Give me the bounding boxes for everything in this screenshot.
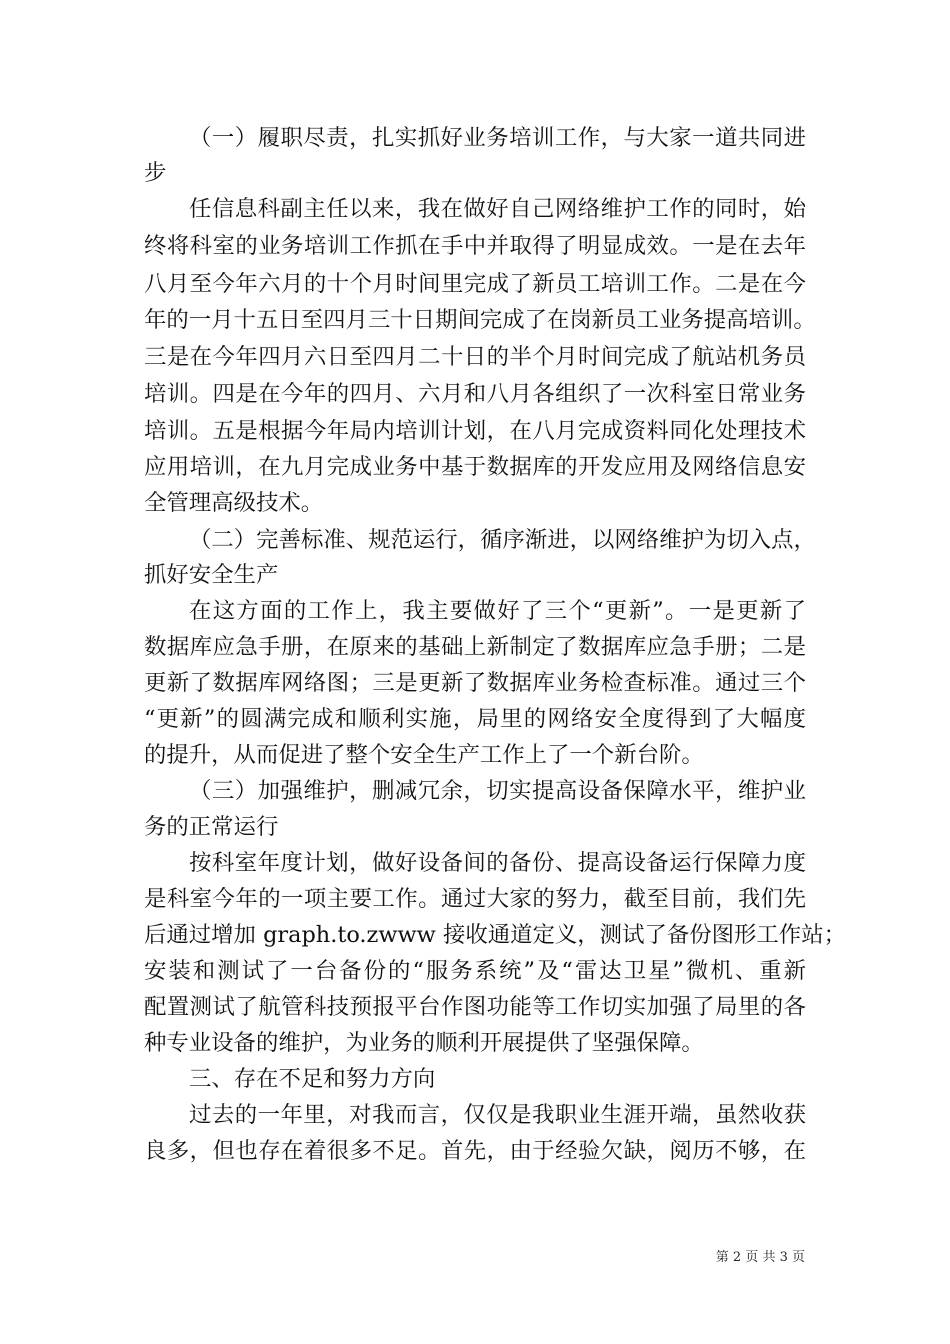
section-heading-line: 步	[144, 160, 167, 186]
paragraph-line: 在这方面的工作上，我主要做好了三个“更新”。一是更新了	[189, 598, 806, 624]
paragraph-line: 数据库应急手册，在原来的基础上新制定了数据库应急手册；二是	[144, 634, 806, 660]
paragraph-line: 三是在今年四月六日至四月二十日的半个月时间完成了航站机务员	[144, 344, 806, 370]
paragraph-line: 终将科室的业务培训工作抓在手中并取得了明显成效。一是在去年	[144, 233, 806, 259]
paragraph-line: 更新了数据库网络图；三是更新了数据库业务检查标准。通过三个	[144, 670, 806, 696]
paragraph-line: 全管理高级技术。	[144, 490, 324, 516]
paragraph-line: 按科室年度计划，做好设备间的备份、提高设备运行保障力度	[189, 850, 806, 876]
paragraph-line: 良多，但也存在着很多不足。首先，由于经验欠缺，阅历不够，在	[144, 1138, 806, 1164]
paragraph-line: 培训。四是在今年的四月、六月和八月各组织了一次科室日常业务	[144, 381, 806, 407]
section-heading-line: 三、存在不足和努力方向	[189, 1066, 436, 1092]
paragraph-line: 过去的一年里，对我而言，仅仅是我职业生涯开端，虽然收获	[189, 1102, 806, 1128]
paragraph-line: 八月至今年六月的十个月时间里完成了新员工培训工作。二是在今	[144, 271, 806, 297]
page-number: 第 2 页 共 3 页	[715, 1250, 805, 1265]
section-heading-line: 抓好安全生产	[144, 562, 279, 588]
paragraph-line: 后通过增加 graph.to.zwww 接收通道定义，测试了备份图形工作站；	[144, 922, 846, 948]
section-heading-line: （三）加强维护，删减冗余，切实提高设备保障水平，维护业	[189, 778, 806, 804]
paragraph-line: 培训。五是根据今年局内培训计划，在八月完成资料同化处理技术	[144, 418, 806, 444]
section-heading-line: 务的正常运行	[144, 814, 279, 840]
paragraph-line: 应用培训，在九月完成业务中基于数据库的开发应用及网络信息安	[144, 454, 806, 480]
paragraph-line: 种专业设备的维护，为业务的顺利开展提供了坚强保障。	[144, 1030, 704, 1056]
paragraph-line: 的提升，从而促进了整个安全生产工作上了一个新台阶。	[144, 742, 704, 768]
paragraph-line: 配置测试了航管科技预报平台作图功能等工作切实加强了局里的各	[144, 994, 806, 1020]
paragraph-line: 任信息科副主任以来，我在做好自己网络维护工作的同时，始	[189, 196, 806, 222]
paragraph-line: 是科室今年的一项主要工作。通过大家的努力，截至目前，我们先	[144, 886, 806, 912]
paragraph-line: “更新”的圆满完成和顺利实施，局里的网络安全度得到了大幅度	[144, 706, 806, 732]
section-heading-line: （一）履职尽责，扎实抓好业务培训工作，与大家一道共同进	[189, 125, 806, 151]
paragraph-line: 年的一月十五日至四月三十日期间完成了在岗新员工业务提高培训。	[144, 307, 816, 333]
section-heading-line: （二）完善标准、规范运行，循序渐进，以网络维护为切入点，	[189, 527, 816, 553]
paragraph-line: 安装和测试了一台备份的“服务系统”及“雷达卫星”微机、重新	[144, 958, 806, 984]
